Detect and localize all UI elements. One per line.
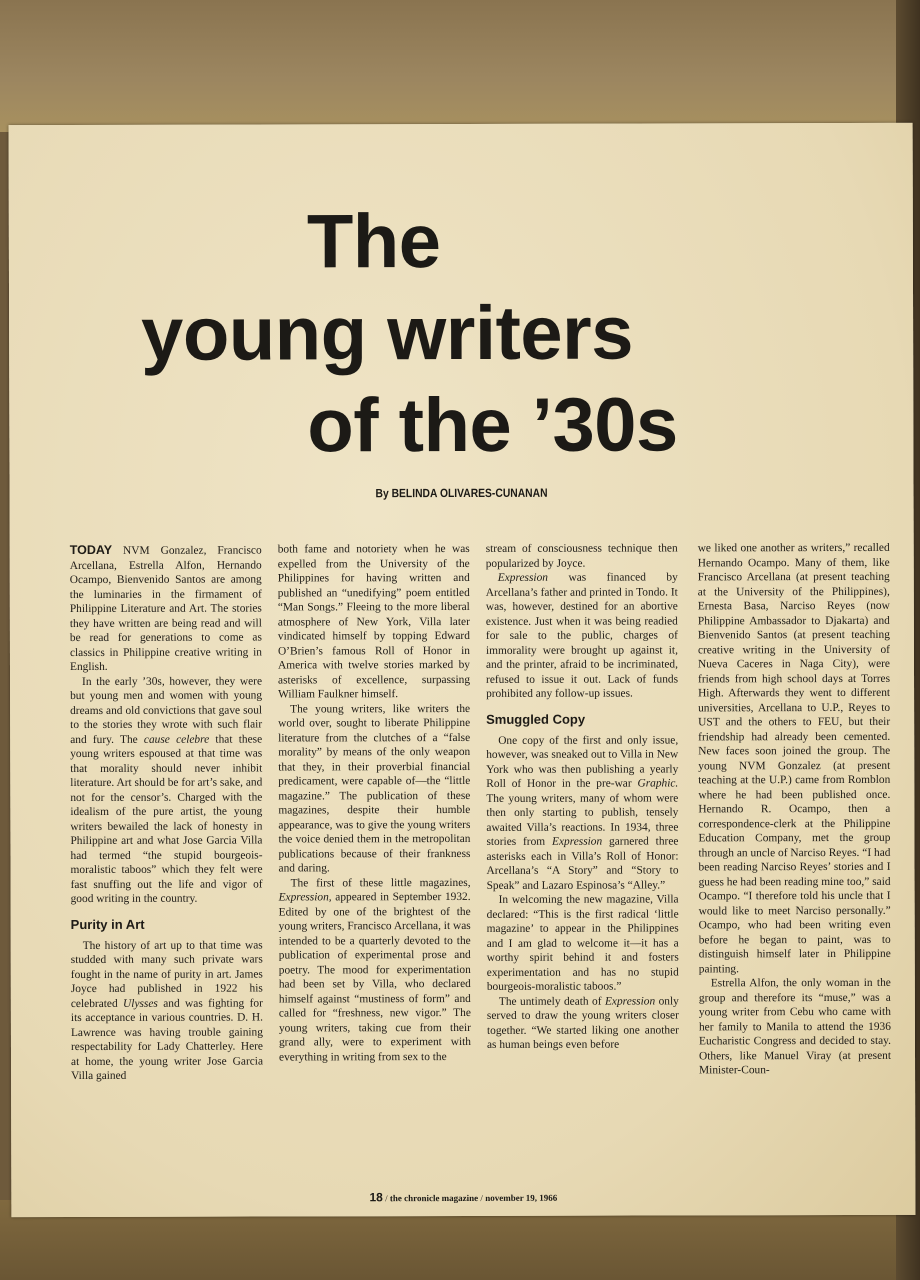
scan-background-top bbox=[0, 0, 920, 132]
column-1-paragraph-2: In the early ’30s, however, they were but young men and women with young dreams and old convictions that gave soul to the stories they wrote with such flair and fury. The cause celebre that these young writers espoused at that time was that morality should never inhibit literature. Art should be for art’s sake, and not for the censor’s. Charged with the idealism of the pure artist, the young writers bewailed the lack of honesty in Philippine art and what Jose Garcia Villa had termed “the stupid bourgeois-moralistic taboos” which they felt were fast snuffing out the life and vigor of good writing in the country. bbox=[70, 675, 263, 906]
column-2-paragraph-3: The first of these little magazines, Expression, appeared in September 1932. Edited by one of the brightest of the young writers, Francisco Arcellana, it was intended to be a quarterly devoted to the publication of experimental prose and poetry. The mood for experimentation had been set by Villa, who declared himself against “mustiness of form” and called for “freshness, new vigor.” The young writers, taking cue from their grand ally, were to experiment with everything in writing from sex to the bbox=[278, 876, 471, 1063]
headline-line-1: The bbox=[306, 199, 441, 285]
article-column-3 bbox=[486, 541, 679, 1052]
article-column-1 bbox=[70, 543, 263, 1084]
column-3-paragraph-2: Expression was financed by Arcellana’s father and printed in Tondo. It was, however, destined for an abortive existence. Just when it was being readied for sale to the public, charges of immorality were brought up against it, and the printer, afraid to be incriminated, refused to issue it out. Lack of funds prohibited any follow-up issues. bbox=[485, 571, 679, 700]
column-4-paragraph-1: we liked one another as writers,” recalled Hernando Ocampo. Many of them, like Francisco Arcellana (at present teaching at the University of the Philippines), Ernesta Basa, Narciso Reyes (now Philippine Ambassador to Djakarta) and Bienvenido Santos (at present teaching creative writing in the University of Nueva Caceres in Naga City), were friends from high school days at Torres High. Afterwards they went to different universities, Arcellana to U.P., Reyes to UST and the others to FEU, but their friendship had already been cemented. New faces soon joined the group. The young NVM Gonzalez (at present teaching at the U.P.) came from Romblon where he had been published once. Hernando R. Ocampo, then a correspondence-clerk at the Philippine Education Company, met the group through an uncle of Narciso Reyes. “I had been reading Narciso Reyes’ stories and I guess he had been reading mine too,” said Ocampo. “I therefore told his uncle that I would like to meet Narciso personally.” Ocampo, who had been writing even before he began to paint, was to distinguish himself later in Philippine painting. bbox=[697, 541, 891, 975]
page-footer bbox=[11, 1189, 915, 1205]
page-number: 18 bbox=[369, 1190, 383, 1205]
column-1-paragraph-3: The history of art up to that time was studded with many such private wars fought in the name of purity in art. James Joyce had published in 1922 his celebrated Ulysses and was fighting for its acceptance in various countries. D. H. Lawrence was having trouble gaining respectability for Lady Chatterley. Here at home, the young writer Jose Garcia Villa gained bbox=[70, 939, 264, 1083]
column-3-paragraph-5: The untimely death of Expression only served to draw the young writers closer together. “We started liking one another as human beings even before bbox=[486, 994, 679, 1051]
byline: By BELINDA OLIVARES-CUNANAN bbox=[375, 485, 548, 501]
lead-word: TODAY bbox=[69, 542, 113, 558]
headline-line-3: of the ’30s bbox=[307, 382, 678, 469]
column-3-paragraph-1: stream of consciousness technique then popularized by Joyce. bbox=[485, 542, 678, 570]
footer-separator-2: / bbox=[480, 1192, 483, 1203]
magazine-page bbox=[9, 123, 916, 1217]
article-column-4 bbox=[698, 541, 891, 1078]
subhead-smuggled-copy: Smuggled Copy bbox=[486, 711, 586, 727]
column-3-paragraph-4: In welcoming the new magazine, Villa declared: “This is the first radical ‘little magazine’ to appear in the Philippines and I am glad to welcome it—it has a worthy spirit behind it and fosters experimentation and has no stupid bourgeois-moralistic taboos.” bbox=[486, 893, 679, 993]
column-4-paragraph-2: Estrella Alfon, the only woman in the group and therefore its “muse,” was a young writer from Cebu who came with her family to Manila to attend the 1936 Eucharistic Congress and decided to stay. Others, like Manuel Viray (at present Minister-Coun- bbox=[698, 976, 892, 1077]
column-1-paragraph-1: TODAY NVM Gonzalez, Francisco Arcellana, Estrella Alfon, Hernando Ocampo, Bienvenido Santos are among the luminaries in the firmament of Philippine Literature and Art. The stories they have written are being read and will be read for generations to come as classics in Philippine creative writing in English. bbox=[69, 542, 262, 674]
headline-line-2: young writers bbox=[141, 290, 634, 377]
publication-name: the chronicle magazine bbox=[389, 1192, 479, 1204]
subhead-purity-in-art: Purity in Art bbox=[70, 916, 145, 932]
column-2-paragraph-1: both fame and notoriety when he was expelled from the University of the Philippines for having written and published an “unedifying” poem entitled “Man Songs.” Fleeing to the more liberal atmosphere of New York, Villa later vindicated himself by topping Edward O’Brien’s famous Roll of Honor in America with twelve stories marked by asterisks of excellence, surpassing William Faulkner himself. bbox=[277, 542, 471, 701]
article-column-2 bbox=[278, 542, 471, 1065]
issue-date: november 19, 1966 bbox=[485, 1192, 558, 1203]
column-2-paragraph-2: The young writers, like writers the world over, sought to liberate Philippine literature from the clutches of a “false morality” by means of the only weapon that they, in their proverbial financial predicament, were capable of—the “little magazine.” The publication of these magazines, despite their humble appearance, was to give the young writers the voice denied them in the metropolitan publications because of their frankness and daring. bbox=[278, 702, 471, 875]
footer-separator: / bbox=[385, 1193, 388, 1204]
column-3-paragraph-3: One copy of the first and only issue, however, was sneaked out to Villa in New York who was then publishing a yearly Roll of Honor in the pre-war Graphic. The young writers, many of whom were then only starting to publish, tensely awaited Villa’s reactions. In 1934, three stories from Expression garnered three asterisks each in Villa’s Roll of Honor: Arcellana’s “A Story” and “Story to Speak” and Lazaro Espinosa’s “Alley.” bbox=[486, 733, 679, 892]
